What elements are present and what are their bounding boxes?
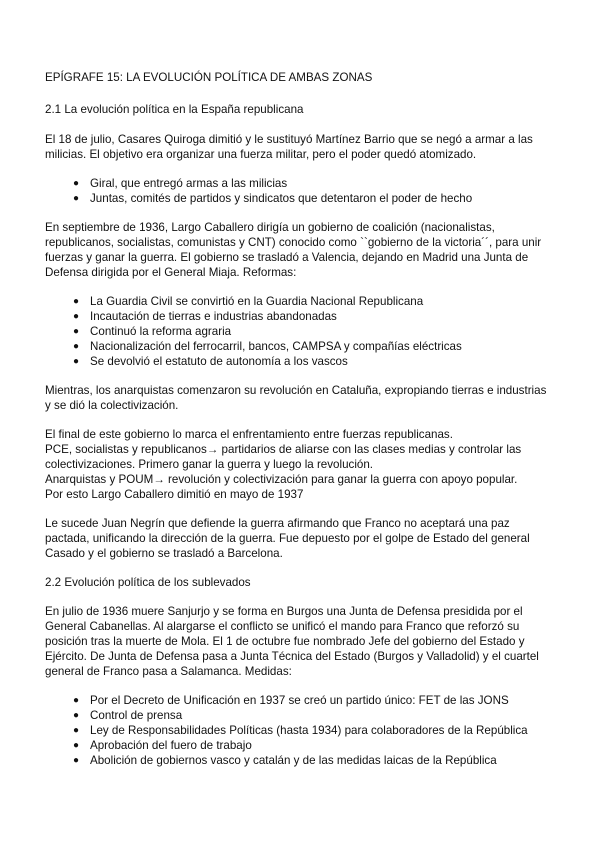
list-item [73,723,528,738]
paragraph-line: PCE, socialistas y republicanos→ partidarios de aliarse con las clases medias y controlar las [45,443,522,456]
list-item [73,354,348,369]
paragraph-line: Por esto Largo Caballero dimitió en mayo de 1937 [45,488,304,501]
paragraph-line: El 18 de julio, Casares Quiroga dimitió y le sustituyó Martínez Barrio que se negó a armar a las [45,133,533,146]
list-item [73,324,232,339]
bullet-icon: ● [73,740,80,751]
bullet-icon: ● [73,695,80,706]
paragraph-line: En septiembre de 1936, Largo Caballero dirigía un gobierno de coalición (nacionalistas, [45,221,495,234]
list-item-text: Se devolvió el estatuto de autonomía a los vascos [90,355,348,368]
bullet-icon: ● [73,725,80,736]
bullet-icon: ● [73,193,80,204]
list-item [73,191,473,206]
list-item [73,176,288,191]
paragraph-line: General Cabanellas. Al alargarse el conflicto se unificó el mando para Franco que reforzó su [45,620,520,633]
list-item [73,708,183,723]
document-title: EPÍGRAFE 15: LA EVOLUCIÓN POLÍTICA DE AMBAS ZONAS [45,71,373,84]
list-item-text: Aprobación del fuero de trabajo [90,739,252,752]
bullet-icon: ● [73,356,80,367]
section-heading-2: 2.2 Evolución política de los sublevados [45,576,251,589]
paragraph-line: Casado y el gobierno se trasladó a Barcelona. [45,547,283,560]
paragraph-line: milicias. El objetivo era organizar una fuerza militar, pero el poder quedó atomizado. [45,148,477,161]
list-item-text: Ley de Responsabilidades Políticas (hasta 1934) para colaboradores de la República [90,724,528,737]
list-item [73,738,252,753]
paragraph-line: Anarquistas y POUM→ revolución y colectivización para ganar la guerra con apoyo popular. [45,473,518,486]
list-item [73,294,424,309]
list-item-text: La Guardia Civil se convirtió en la Guardia Nacional Republicana [90,295,424,308]
list-item-text: Control de prensa [90,709,183,722]
bullet-icon: ● [73,341,80,352]
list-item-text: Giral, que entregó armas a las milicias [90,177,288,190]
list-item-text: Continuó la reforma agraria [90,325,232,338]
bullet-icon: ● [73,326,80,337]
paragraph-line: posición tras la muerte de Mola. El 1 de octubre fue nombrado Jefe del gobierno del Estado y [45,635,525,648]
bullet-icon: ● [73,178,80,189]
bullet-icon: ● [73,710,80,721]
list-item-text: Abolición de gobiernos vasco y catalán y de las medidas laicas de la República [90,754,497,767]
list-item-text: Juntas, comités de partidos y sindicatos que detentaron el poder de hecho [90,192,473,205]
paragraph-line: republicanos, socialistas, comunistas y CNT) conocido como ``gobierno de la victoria´´, para unir [45,236,542,249]
paragraph-line: fuerzas y ganar la guerra. El gobierno se trasladó a Valencia, dejando en Madrid una Junta de [45,251,529,264]
paragraph-line: Mientras, los anarquistas comenzaron su revolución en Cataluña, expropiando tierras e industrias [45,384,547,397]
bullet-icon: ● [73,755,80,766]
list-item [73,309,337,324]
paragraph-line: y se dió la colectivización. [45,399,179,412]
paragraph-line: Le sucede Juan Negrín que defiende la guerra afirmando que Franco no aceptará una paz [45,517,510,530]
bullet-icon: ● [73,296,80,307]
paragraph-line: general de Franco pasa a Salamanca. Medidas: [45,665,292,678]
paragraph-line: El final de este gobierno lo marca el enfrentamiento entre fuerzas republicanas. [45,428,453,441]
list-item-text: Incautación de tierras e industrias abandonadas [90,310,337,323]
list-item [73,339,462,354]
list-item [73,693,509,708]
paragraph-line: Ejército. De Junta de Defensa pasa a Junta Técnica del Estado (Burgos y Valladolid) y el cuartel [45,650,539,663]
paragraph-line: pactada, unificando la dirección de la guerra. Fue depuesto por el golpe de Estado del general [45,532,530,545]
list-item-text: Nacionalización del ferrocarril, bancos, CAMPSA y compañías eléctricas [90,340,462,353]
paragraph-line: colectivizaciones. Primero ganar la guerra y luego la revolución. [45,458,374,471]
paragraph-line: En julio de 1936 muere Sanjurjo y se forma en Burgos una Junta de Defensa presidida por el [45,605,523,618]
paragraph-line: Defensa dirigida por el General Miaja. Reformas: [45,266,297,279]
list-item [73,753,497,768]
list-item-text: Por el Decreto de Unificación en 1937 se creó un partido único: FET de las JONS [90,694,509,707]
bullet-icon: ● [73,311,80,322]
section-heading-1: 2.1 La evolución política en la España republicana [45,103,304,116]
